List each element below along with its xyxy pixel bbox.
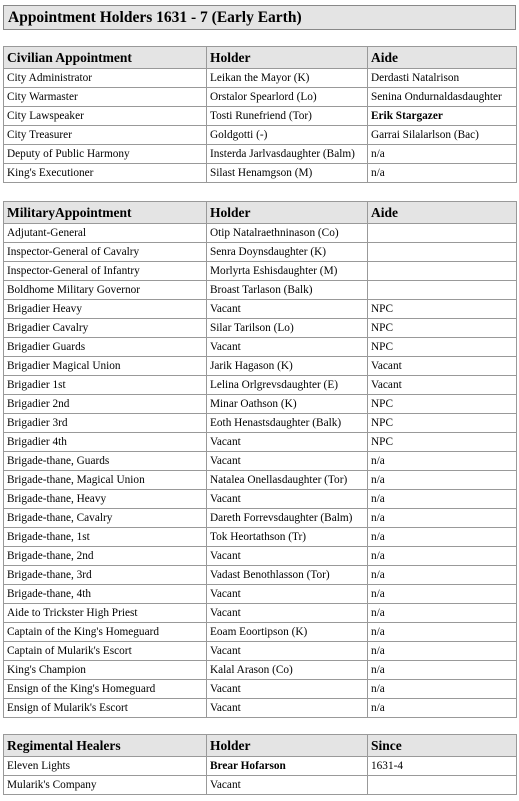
table-cell: 1631-4 xyxy=(368,757,517,776)
table-cell: Broast Tarlason (Balk) xyxy=(207,281,368,300)
table-cell: Deputy of Public Harmony xyxy=(4,145,207,164)
table-cell: Ensign of Mularik's Escort xyxy=(4,699,207,718)
table-cell: Natalea Onellasdaughter (Tor) xyxy=(207,471,368,490)
table-cell: Tosti Runefriend (Tor) xyxy=(207,107,368,126)
table-cell: NPC xyxy=(368,395,517,414)
table-row xyxy=(4,433,517,452)
table-cell: Brigade-thane, 1st xyxy=(4,528,207,547)
table-cell: King's Executioner xyxy=(4,164,207,183)
table-cell xyxy=(368,224,517,243)
table-cell: Morlyrta Eshisdaughter (M) xyxy=(207,262,368,281)
healers-column-header: Holder xyxy=(207,735,368,757)
table-cell: Silar Tarilson (Lo) xyxy=(207,319,368,338)
table-cell: NPC xyxy=(368,414,517,433)
military-column-header: Aide xyxy=(368,202,517,224)
table-cell: n/a xyxy=(368,452,517,471)
table-cell: Brigade-thane, Guards xyxy=(4,452,207,471)
page-title: Appointment Holders 1631 - 7 (Early Earth) xyxy=(3,5,516,30)
table-cell: n/a xyxy=(368,642,517,661)
table-cell: Goldgotti (-) xyxy=(207,126,368,145)
healers-column-header: Since xyxy=(368,735,517,757)
table-cell: Ensign of the King's Homeguard xyxy=(4,680,207,699)
table-cell: n/a xyxy=(368,566,517,585)
table-cell: Lelina Orlgrevsdaughter (E) xyxy=(207,376,368,395)
table-cell: Kalal Arason (Co) xyxy=(207,661,368,680)
table-cell: NPC xyxy=(368,300,517,319)
table-cell xyxy=(368,281,517,300)
table-row xyxy=(4,300,517,319)
table-row xyxy=(4,566,517,585)
table-cell: Jarik Hagason (K) xyxy=(207,357,368,376)
table-row xyxy=(4,757,517,776)
table-cell: Inspector-General of Cavalry xyxy=(4,243,207,262)
table-cell: Adjutant-General xyxy=(4,224,207,243)
table-row xyxy=(4,414,517,433)
healers-column-header: Regimental Healers xyxy=(4,735,207,757)
table-cell: Eoth Henastsdaughter (Balk) xyxy=(207,414,368,433)
table-cell: n/a xyxy=(368,661,517,680)
table-cell: n/a xyxy=(368,623,517,642)
table-cell: Vacant xyxy=(368,357,517,376)
table-row xyxy=(4,776,517,795)
table-cell: Brigade-thane, 2nd xyxy=(4,547,207,566)
civilian-header-row xyxy=(4,47,517,69)
table-cell: Brigadier Magical Union xyxy=(4,357,207,376)
table-cell: n/a xyxy=(368,490,517,509)
table-row xyxy=(4,395,517,414)
table-cell: Vacant xyxy=(207,433,368,452)
table-cell: Brigadier Guards xyxy=(4,338,207,357)
table-cell: Eoam Eoortipson (K) xyxy=(207,623,368,642)
table-cell: NPC xyxy=(368,338,517,357)
table-cell: n/a xyxy=(368,604,517,623)
table-cell: Derdasti Natalrison xyxy=(368,69,517,88)
table-cell: Dareth Forrevsdaughter (Balm) xyxy=(207,509,368,528)
table-row xyxy=(4,338,517,357)
table-cell: Brigadier Cavalry xyxy=(4,319,207,338)
civilian-table xyxy=(3,46,517,183)
table-row xyxy=(4,126,517,145)
table-cell: Vacant xyxy=(207,604,368,623)
table-row xyxy=(4,376,517,395)
civilian-column-header: Civilian Appointment xyxy=(4,47,207,69)
table-cell: Orstalor Spearlord (Lo) xyxy=(207,88,368,107)
military-table xyxy=(3,201,517,718)
table-cell: n/a xyxy=(368,164,517,183)
table-row xyxy=(4,680,517,699)
table-cell: Brear Hofarson xyxy=(207,757,368,776)
table-row xyxy=(4,357,517,376)
table-row xyxy=(4,547,517,566)
table-row xyxy=(4,471,517,490)
table-cell: n/a xyxy=(368,528,517,547)
table-cell: Brigade-thane, Cavalry xyxy=(4,509,207,528)
table-row xyxy=(4,319,517,338)
table-cell: Minar Oathson (K) xyxy=(207,395,368,414)
table-cell xyxy=(368,262,517,281)
table-cell: n/a xyxy=(368,145,517,164)
table-cell: n/a xyxy=(368,471,517,490)
table-cell: n/a xyxy=(368,585,517,604)
table-cell: Captain of the King's Homeguard xyxy=(4,623,207,642)
table-cell: Boldhome Military Governor xyxy=(4,281,207,300)
table-cell xyxy=(368,776,517,795)
table-cell: Vacant xyxy=(207,699,368,718)
table-cell: City Treasurer xyxy=(4,126,207,145)
table-cell: Vadast Benothlasson (Tor) xyxy=(207,566,368,585)
table-cell: Vacant xyxy=(207,680,368,699)
table-row xyxy=(4,490,517,509)
table-cell: Garrai Silalarlson (Bac) xyxy=(368,126,517,145)
table-row xyxy=(4,145,517,164)
military-column-header: Holder xyxy=(207,202,368,224)
table-cell: Vacant xyxy=(207,547,368,566)
civilian-column-header: Holder xyxy=(207,47,368,69)
table-cell: Vacant xyxy=(207,642,368,661)
table-row xyxy=(4,661,517,680)
table-cell: Tok Heortathson (Tr) xyxy=(207,528,368,547)
table-cell: Inspector-General of Infantry xyxy=(4,262,207,281)
table-row xyxy=(4,452,517,471)
table-row xyxy=(4,528,517,547)
healers-table xyxy=(3,734,517,795)
table-row xyxy=(4,699,517,718)
table-row xyxy=(4,623,517,642)
table-row xyxy=(4,224,517,243)
table-cell: Brigadier 3rd xyxy=(4,414,207,433)
table-cell: Captain of Mularik's Escort xyxy=(4,642,207,661)
table-cell: City Warmaster xyxy=(4,88,207,107)
healers-header-row xyxy=(4,735,517,757)
table-cell: Brigade-thane, 3rd xyxy=(4,566,207,585)
table-row xyxy=(4,604,517,623)
table-cell: Brigadier 2nd xyxy=(4,395,207,414)
table-row xyxy=(4,262,517,281)
military-header-row xyxy=(4,202,517,224)
table-cell: Brigade-thane, 4th xyxy=(4,585,207,604)
table-cell: Erik Stargazer xyxy=(368,107,517,126)
table-cell: Brigadier 4th xyxy=(4,433,207,452)
table-row xyxy=(4,509,517,528)
table-cell: Senra Doynsdaughter (K) xyxy=(207,243,368,262)
table-cell: Insterda Jarlvasdaughter (Balm) xyxy=(207,145,368,164)
table-cell: Leikan the Mayor (K) xyxy=(207,69,368,88)
table-cell: Brigade-thane, Heavy xyxy=(4,490,207,509)
civilian-column-header: Aide xyxy=(368,47,517,69)
table-cell: Vacant xyxy=(207,300,368,319)
table-row xyxy=(4,164,517,183)
table-row xyxy=(4,88,517,107)
table-cell: Senina Ondurnaldasdaughter xyxy=(368,88,517,107)
table-cell: n/a xyxy=(368,547,517,566)
table-cell: Vacant xyxy=(207,776,368,795)
table-cell: King's Champion xyxy=(4,661,207,680)
table-cell: Eleven Lights xyxy=(4,757,207,776)
table-cell: Vacant xyxy=(207,452,368,471)
table-cell: Silast Henamgson (M) xyxy=(207,164,368,183)
table-cell xyxy=(368,243,517,262)
table-cell: n/a xyxy=(368,509,517,528)
table-row xyxy=(4,281,517,300)
table-cell: Mularik's Company xyxy=(4,776,207,795)
table-cell: Vacant xyxy=(207,585,368,604)
table-row xyxy=(4,642,517,661)
military-column-header: MilitaryAppointment xyxy=(4,202,207,224)
table-cell: City Lawspeaker xyxy=(4,107,207,126)
table-cell: City Administrator xyxy=(4,69,207,88)
table-row xyxy=(4,69,517,88)
table-cell: Vacant xyxy=(207,338,368,357)
table-cell: Vacant xyxy=(368,376,517,395)
table-cell: n/a xyxy=(368,680,517,699)
table-row xyxy=(4,243,517,262)
table-cell: Otip Natalraethninason (Co) xyxy=(207,224,368,243)
table-cell: n/a xyxy=(368,699,517,718)
table-cell: Aide to Trickster High Priest xyxy=(4,604,207,623)
table-cell: Brigade-thane, Magical Union xyxy=(4,471,207,490)
table-cell: Brigadier 1st xyxy=(4,376,207,395)
table-cell: Vacant xyxy=(207,490,368,509)
table-row xyxy=(4,585,517,604)
table-cell: NPC xyxy=(368,319,517,338)
table-row xyxy=(4,107,517,126)
table-cell: Brigadier Heavy xyxy=(4,300,207,319)
table-cell: NPC xyxy=(368,433,517,452)
